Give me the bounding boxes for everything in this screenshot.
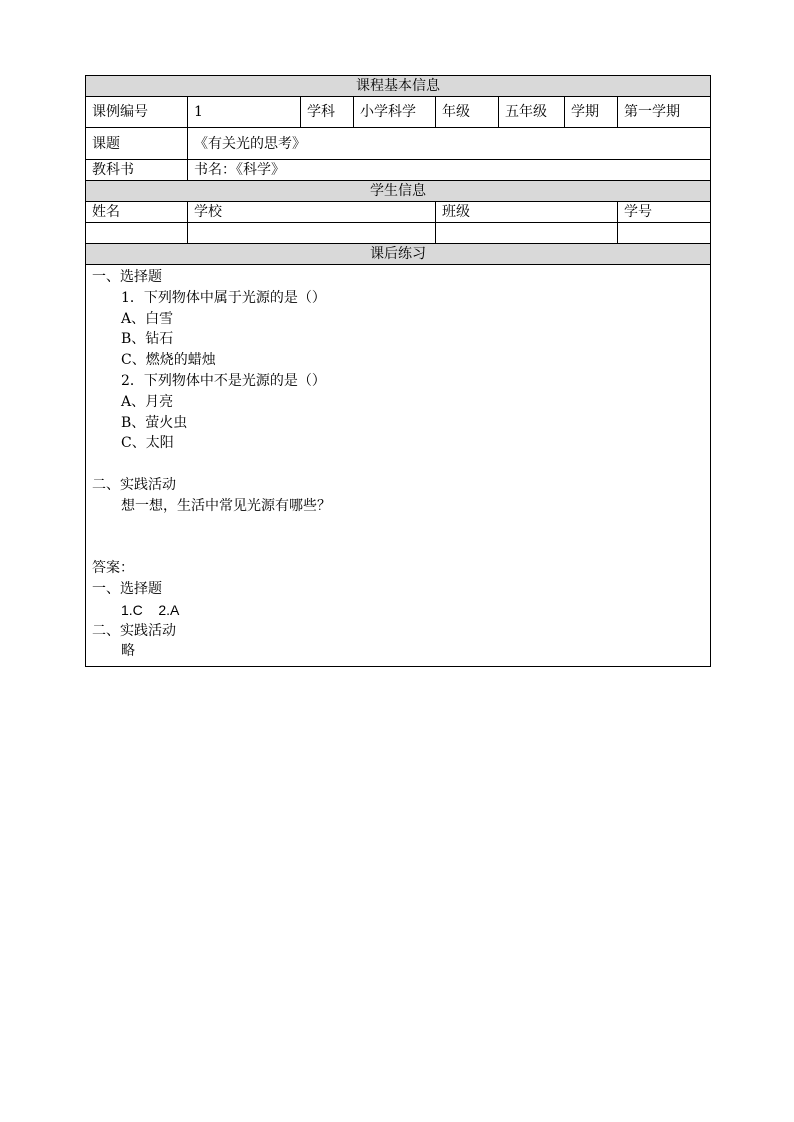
spacer (92, 454, 704, 475)
q1-option-b: B、钻石 (121, 331, 174, 348)
answer-section1-title: 一、选择题 (92, 580, 162, 597)
case-no-label: 课例编号 (86, 97, 188, 128)
exercise-row (86, 265, 711, 667)
grade-value: 五年级 (499, 97, 565, 128)
subject-label: 学科 (301, 97, 354, 128)
q2-option-b: B、萤火虫 (121, 414, 188, 431)
spacer (92, 517, 704, 538)
topic-value: 《有关光的思考》 (188, 128, 711, 160)
answer-section2: 略 (121, 643, 135, 660)
case-no-value: 1 (188, 97, 301, 128)
exercise-header-row (86, 244, 711, 265)
q2-option-a: A、月亮 (121, 393, 174, 410)
student-no-label: 学号 (618, 202, 711, 223)
spacer (92, 537, 704, 558)
student-label-row (86, 202, 711, 223)
class-field[interactable] (436, 223, 618, 244)
answer-label: 答案： (92, 560, 134, 577)
class-label: 班级 (436, 202, 618, 223)
student-no-field[interactable] (618, 223, 711, 244)
subject-value: 小学科学 (354, 97, 436, 128)
answer-section2-title: 二、实践活动 (92, 622, 176, 639)
exercise-header: 课后练习 (86, 244, 711, 265)
section2-title: 二、实践活动 (92, 476, 176, 493)
student-info-header-row (86, 181, 711, 202)
topic-label: 课题 (86, 128, 188, 160)
q2-option-c: C、太阳 (121, 435, 174, 452)
school-field[interactable] (188, 223, 436, 244)
course-info-header-row (86, 76, 711, 97)
name-field[interactable] (86, 223, 188, 244)
topic-row (86, 128, 711, 160)
section1-title: 一、选择题 (92, 269, 162, 285)
school-label: 学校 (188, 202, 436, 223)
worksheet-table (85, 75, 711, 667)
q1-option-a: A、白雪 (121, 310, 174, 327)
worksheet (85, 75, 710, 667)
student-input-row (86, 223, 711, 244)
answer-section1: 1.C 2.A (121, 601, 180, 618)
textbook-value: 书名：《科学》 (188, 160, 711, 181)
textbook-row (86, 160, 711, 181)
grade-label: 年级 (436, 97, 499, 128)
q1-option-c: C、燃烧的蜡烛 (121, 352, 216, 369)
term-label: 学期 (565, 97, 618, 128)
student-info-header: 学生信息 (86, 181, 711, 202)
question-1: 1．下列物体中属于光源的是（） (121, 289, 326, 306)
textbook-label: 教科书 (86, 160, 188, 181)
practice-question: 想一想，生活中常见光源有哪些？ (121, 497, 331, 514)
course-info-header: 课程基本信息 (86, 76, 711, 97)
term-value: 第一学期 (618, 97, 711, 128)
course-info-row (86, 97, 711, 128)
question-2: 2．下列物体中不是光源的是（） (121, 372, 326, 389)
name-label: 姓名 (86, 202, 188, 223)
exercise-body (86, 265, 711, 667)
